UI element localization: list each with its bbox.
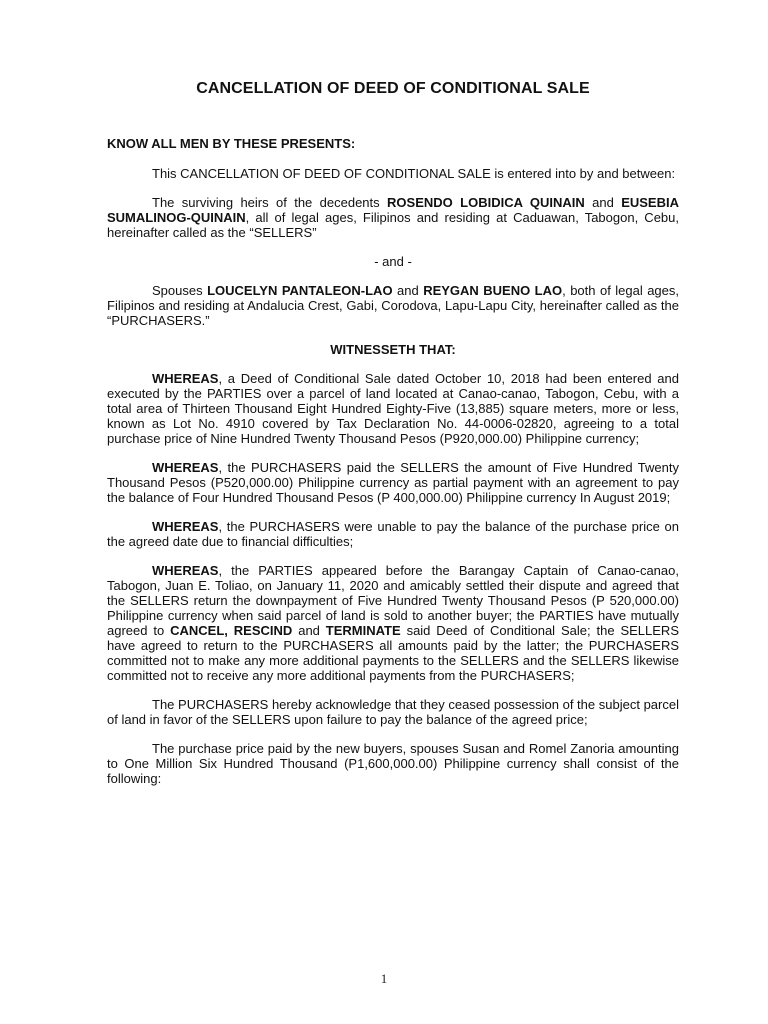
opening-line: KNOW ALL MEN BY THESE PRESENTS: [107,136,356,151]
whereas-text-2: , the PURCHASERS paid the SELLERS the amount of Five Hundred Twenty Thousand Pesos (P520,000.00) Philippine currency as partial payment with an agreement to pay the balance of Four Hundred Thousand Pesos (P 400,000.00) Philippine currency In August 2019; [107,460,679,505]
sellers-paragraph [107,195,679,240]
whereas-lead-4: WHEREAS [152,563,219,578]
acknowledge-text: The PURCHASERS hereby acknowledge that they ceased possession of the subject parcel of land in favor of the SELLERS upon failure to pay the balance of the agreed price; [107,697,679,727]
whereas-text-4e: said Deed of Conditional Sale; the SELLERS have agreed to return to the PURCHASERS all amounts paid by the latter; the PURCHASERS committed not to make any more additional payments to the SELLERS and the SELLERS likewise committed not to receive any more additional payments from the PURCHASERS; [107,623,679,683]
whereas-text-1: , a Deed of Conditional Sale dated October 10, 2018 had been entered and executed by the PARTIES over a parcel of land located at Canao-canao, Tabogon, Cebu, with a total area of Thirteen Thousand Eight Hundred Eighty-Five (13,885) square meters, more or less, known as Lot No. 4910 covered by Tax Declaration No. 44-0006-02820, agreeing to a total purchase price of Nine Hundred Twenty Thousand Pesos (P920,000.00) Philippine currency; [107,371,679,446]
purchaser-name-1: LOUCELYN PANTALEON-LAO [207,283,393,298]
whereas-lead-2: WHEREAS [152,460,219,475]
whereas-text-3: , the PURCHASERS were unable to pay the balance of the purchase price on the agreed date due to financial difficulties; [107,519,679,549]
purchasers-post: , both of legal ages, Filipinos and residing at Andalucia Crest, Gabi, Corodova, Lapu-Lapu City, hereinafter called as the “PURCHASERS.” [107,283,679,328]
sellers-pre: The surviving heirs of the decedents [152,195,388,210]
whereas-lead-1: WHEREAS [152,371,219,386]
page-number: 1 [380,971,388,986]
purchaser-name-2: REYGAN BUENO LAO [423,283,563,298]
whereas-paragraph-2 [107,460,679,505]
intro-text: This CANCELLATION OF DEED OF CONDITIONAL SALE is entered into by and between: [152,166,676,181]
purchasers-paragraph [107,283,679,328]
seller-name-1: ROSENDO LOBIDICA QUINAIN [387,195,585,210]
purchase-price-text: The purchase price paid by the new buyers, spouses Susan and Romel Zanoria amounting to One Million Six Hundred Thousand (P1,600,000.00) Philippine currency shall consist of the following: [107,741,679,786]
whereas-text-4a: , the PARTIES appeared before the Barangay Captain of Canao-canao, Tabogon, Juan E. Toliao, on January 11, 2020 and amicably settled their dispute and agreed that the SELLERS return the downpayment of Five Hundred Twenty Thousand Pesos (P 520,000.00) Philippine currency when said parcel of land is sold to another buyer; the PARTIES have mutually agreed to [107,563,679,638]
witnesseth-heading: WITNESSETH THAT: [330,342,456,357]
intro-paragraph [107,166,679,181]
and-separator: - and - [374,254,412,269]
sellers-post: , all of legal ages, Filipinos and residing at Caduawan, Tabogon, Cebu, hereinafter called as the “SELLERS” [107,210,679,240]
whereas-paragraph-3 [107,519,679,549]
purchase-price-paragraph [107,741,679,786]
document-body [107,80,679,800]
whereas-lead-3: WHEREAS [152,519,219,534]
whereas-bold-terminate: TERMINATE [325,623,401,638]
whereas-paragraph-1 [107,371,679,446]
purchasers-mid: and [392,283,424,298]
document-title: CANCELLATION OF DEED OF CONDITIONAL SALE [196,80,590,97]
sellers-mid: and [584,195,622,210]
whereas-bold-cancel-rescind: CANCEL, RESCIND [170,623,293,638]
whereas-paragraph-4 [107,563,679,683]
whereas-text-4c: and [292,623,326,638]
seller-name-2: EUSEBIA SUMALINOG-QUINAIN [107,195,679,225]
acknowledge-paragraph [107,697,679,727]
purchasers-pre: Spouses [152,283,208,298]
